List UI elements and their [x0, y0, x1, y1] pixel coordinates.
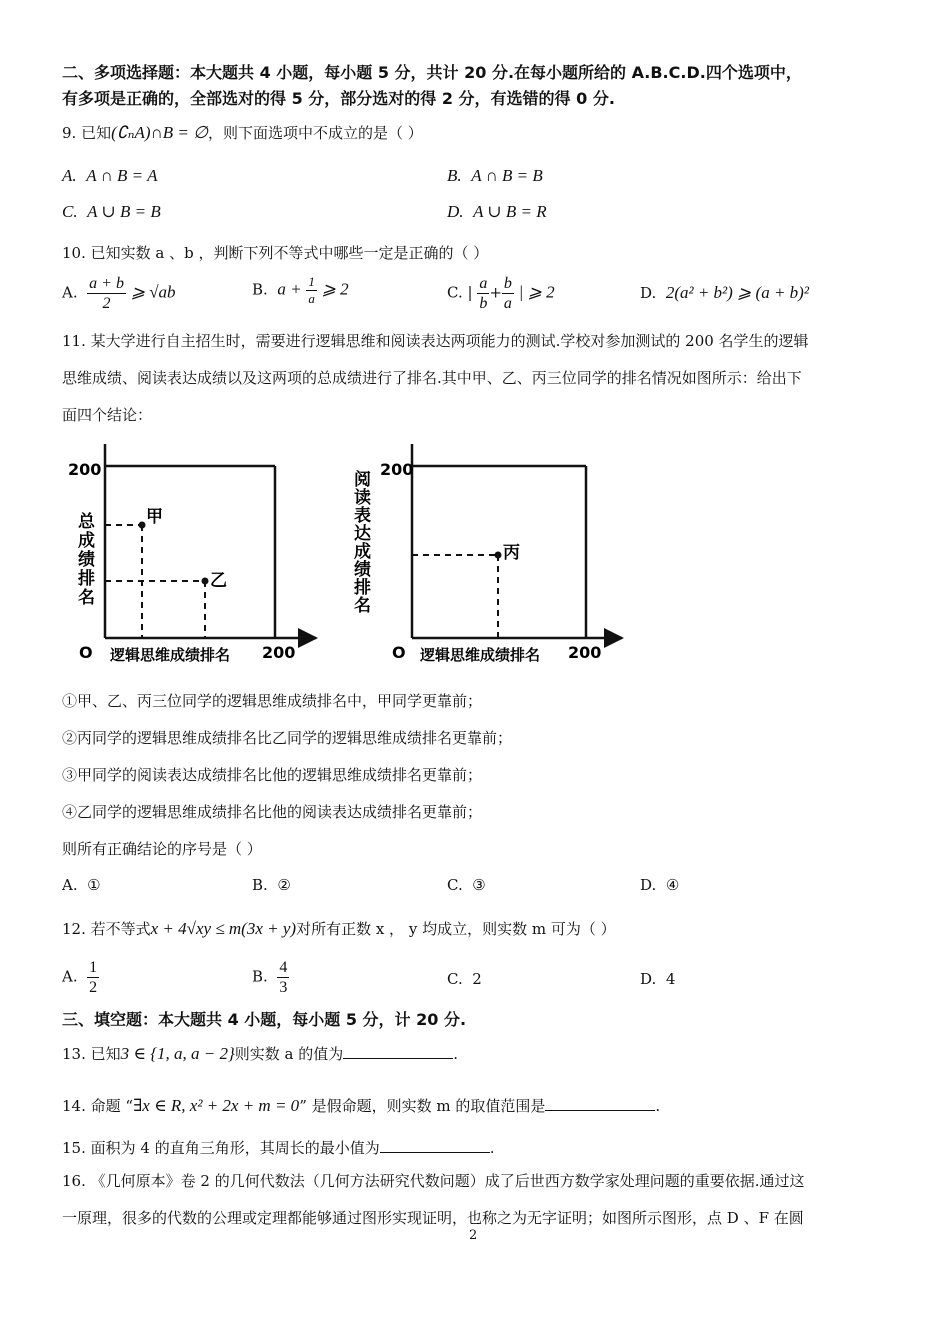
- q10-stem: 10. 已知实数 a 、b ，判断下列不等式中哪些一定是正确的（ ）: [62, 244, 489, 262]
- x-max-label: 200: [568, 643, 602, 662]
- q16-line1: 16. 《几何原本》卷 2 的几何代数法（几何方法研究代数问题）成了后世西方数学家处理问题的重要依据.通过这: [62, 1172, 805, 1190]
- x-axis-label: 逻辑思维成绩排名: [420, 646, 541, 664]
- q11-conclusion-2: ②丙同学的逻辑思维成绩排名比乙同学的逻辑思维成绩排名更靠前；: [62, 729, 513, 747]
- section2-heading-line2: 有多项是正确的，全部选对的得 5 分，部分选对的得 2 分，有选错的得 0 分.: [62, 89, 615, 108]
- page-number: 2: [469, 1228, 478, 1243]
- q11-line2: 思维成绩、阅读表达成绩以及这两项的总成绩进行了排名.其中甲、乙、丙三位同学的排名情况如图所示：给出下: [62, 369, 802, 387]
- q12-option-a: A. $\frac{1}{2}$: [62, 959, 98, 996]
- q10-option-d: D. 2(a² + b²) ⩾ (a + b)²: [640, 283, 809, 302]
- q10-option-c: C. | $\frac{a}{b}$ + $\frac{b}{a}$ | ⩾ 2: [447, 275, 555, 312]
- q11-option-a: A. ①: [62, 876, 101, 894]
- q9-math: (∁ₙA)∩B = ∅: [111, 123, 208, 142]
- point-yi: [202, 578, 209, 585]
- q14-blank: [545, 1096, 655, 1111]
- q11-conclusion-3: ③甲同学的阅读表达成绩排名比他的逻辑思维成绩排名更靠前；: [62, 766, 483, 784]
- q14: 14. 命题 “∃x ∈ R, x² + 2x + m = 0” 是假命题，则实数 m 的取值范围是 .: [62, 1096, 661, 1115]
- x-max-label: 200: [262, 643, 296, 662]
- section3-heading: 三、填空题：本大题共 4 小题，每小题 5 分，计 20 分.: [62, 1010, 467, 1029]
- q10-option-a: A. $\frac{a + b}{2}$ ⩾ √ab: [62, 275, 176, 312]
- figure-reading-vs-logic: [340, 430, 630, 670]
- figure-total-vs-logic: [62, 430, 332, 670]
- q12-option-b: B. $\frac{4}{3}$: [252, 959, 288, 996]
- q11-line1: 11. 某大学进行自主招生时，需要进行逻辑思维和阅读表达两项能力的测试.学校对参加测试的 200 名学生的逻辑: [62, 332, 809, 350]
- q11-option-d: D. ④: [640, 876, 680, 894]
- q9-option-c: C. A ∪ B = B: [62, 202, 161, 221]
- q15-blank: [380, 1138, 490, 1153]
- y-max-label: 200: [380, 460, 414, 479]
- yi-label: 乙: [210, 571, 227, 591]
- bing-label: 丙: [503, 543, 520, 563]
- q9-prefix: 9. 已知: [62, 124, 112, 142]
- x-axis-label: 逻辑思维成绩排名: [110, 646, 231, 664]
- q11-option-c: C. ③: [447, 876, 486, 894]
- q9-stem: [62, 122, 423, 143]
- q9-suffix: ，则下面选项中不成立的是（ ）: [207, 124, 423, 142]
- y-axis-label: 总成绩排名: [74, 512, 94, 607]
- q13: 13. 已知3 ∈ {1, a, a − 2}则实数 a 的值为 .: [62, 1044, 459, 1063]
- y-axis-label: 阅读表达成绩排名: [350, 470, 370, 614]
- q11-conclusion-1: ①甲、乙、丙三位同学的逻辑思维成绩排名中，甲同学更靠前；: [62, 692, 483, 710]
- q11-conclusion-4: ④乙同学的逻辑思维成绩排名比他的阅读表达成绩排名更靠前；: [62, 803, 483, 821]
- point-jia: [139, 522, 146, 529]
- q12-stem: 12. 若不等式x + 4√xy ≤ m(3x + y)对所有正数 x ， y 均成立，则实数 m 可为（ ）: [62, 919, 616, 938]
- section2-heading-line1: 二、多项选择题：本大题共 4 小题，每小题 5 分，共计 20 分.在每小题所给的 A.B.C.D.四个选项中，: [62, 63, 802, 82]
- jia-label: 甲: [146, 507, 163, 527]
- origin-label: O: [79, 643, 93, 662]
- y-max-label: 200: [68, 460, 102, 479]
- q12-option-d: D. 4: [640, 970, 676, 988]
- q11-ask: 则所有正确结论的序号是（ ）: [62, 840, 262, 858]
- origin-label: O: [392, 643, 406, 662]
- q9-option-b: B. A ∩ B = B: [447, 166, 543, 185]
- q11-line3: 面四个结论：: [62, 406, 153, 424]
- q12-option-c: C. 2: [447, 970, 482, 988]
- q13-blank: [343, 1044, 453, 1059]
- q15: 15. 面积为 4 的直角三角形，其周长的最小值为 .: [62, 1139, 495, 1157]
- point-bing: [495, 552, 502, 559]
- q9-option-a: A. A ∩ B = A: [62, 166, 158, 185]
- q10-option-b: B. a + $\frac{1}{a}$ ⩾ 2: [252, 274, 349, 306]
- q16-line2: 一原理，很多的代数的公理或定理都能够通过图形实现证明，也称之为无字证明；如图所示图形，点 D 、F 在圆: [62, 1209, 804, 1227]
- q11-option-b: B. ②: [252, 876, 291, 894]
- q9-option-d: D. A ∪ B = R: [447, 202, 547, 221]
